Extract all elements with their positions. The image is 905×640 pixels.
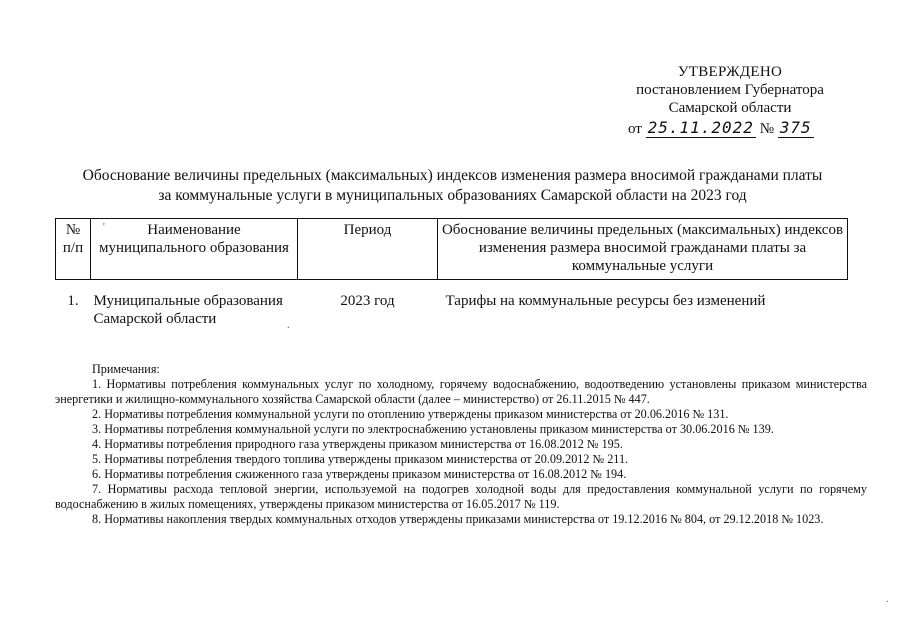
note-item: 7. Нормативы расхода тепловой энергии, используемой на подогрев холодной воды для предоставления коммунальной услуги по горячему водоснабжению в жилых помещениях, утверждены приказом министерства от 16.05.2017 № 119. (55, 482, 867, 511)
row-basis: Тарифы на коммунальные ресурсы без изменений (445, 293, 766, 309)
approval-date-line (628, 119, 905, 141)
scan-speck: ' (103, 222, 105, 233)
note-item: 6. Нормативы потребления сжиженного газа утверждены приказом министерства от 16.08.2012 № 194. (92, 467, 627, 481)
header-basis: Обоснование величины предельных (максимальных) индексов изменения размера вносимой гражданами платы за коммунальные услуги (438, 219, 848, 280)
scan-speck: . (886, 594, 889, 605)
approval-heading: УТВЕРЖДЕНО (677, 64, 783, 80)
document-title-line-1: Обоснование величины предельных (максимальных) индексов изменения размера вносимой гражданами платы (82, 167, 823, 184)
number-prefix: № (759, 121, 774, 137)
approval-block (560, 63, 900, 141)
notes-heading: Примечания: (92, 362, 160, 376)
table-header-row (56, 219, 848, 280)
table-row (56, 280, 848, 329)
header-num: № п/п (56, 219, 91, 280)
row-num: 1. (67, 293, 79, 309)
approval-line-2: Самарской области (668, 100, 792, 116)
approval-date-handwritten: 25.11.2022 (647, 118, 754, 137)
note-item: 4. Нормативы потребления природного газа утверждены приказом министерства от 16.08.2012 № 195. (92, 437, 623, 451)
approval-line-1: постановлением Губернатора (636, 82, 824, 98)
note-item: 3. Нормативы потребления коммунальной услуги по электроснабжению установлены приказом министерства от 30.06.2016 № 139. (92, 422, 774, 436)
note-item: 8. Нормативы накопления твердых коммунальных отходов утверждены приказами министерства от 19.12.2016 № 804, от 29.12.2018 № 1023. (92, 512, 824, 526)
header-period: Период (298, 219, 438, 280)
note-item: 2. Нормативы потребления коммунальной услуги по отоплению утверждены приказом министерства от 20.06.2016 № 131. (92, 407, 729, 421)
tariff-basis-table (55, 218, 848, 328)
note-item: 1. Нормативы потребления коммунальных услуг по холодному, горячему водоснабжению, водоотведению установлены приказом министерства энергетики и жилищно-коммунального хозяйства Самарской области (далее – министерство) от 26.11.2015 № 447. (55, 377, 867, 406)
row-period: 2023 год (340, 293, 395, 309)
note-item: 5. Нормативы потребления твердого топлива утверждены приказом министерства от 20.09.2012 № 211. (92, 452, 629, 466)
document-title-line-2: за коммунальные услуги в муниципальных образованиях Самарской области на 2023 год (158, 187, 747, 204)
header-name: Наименование муниципального образования (91, 219, 298, 280)
scan-speck: . (287, 320, 290, 331)
row-name: Муниципальные образования Самарской области (93, 293, 283, 327)
notes-section (55, 362, 867, 527)
date-prefix: от (628, 121, 642, 137)
approval-number-handwritten: 375 (779, 118, 812, 137)
document-title (40, 166, 865, 206)
